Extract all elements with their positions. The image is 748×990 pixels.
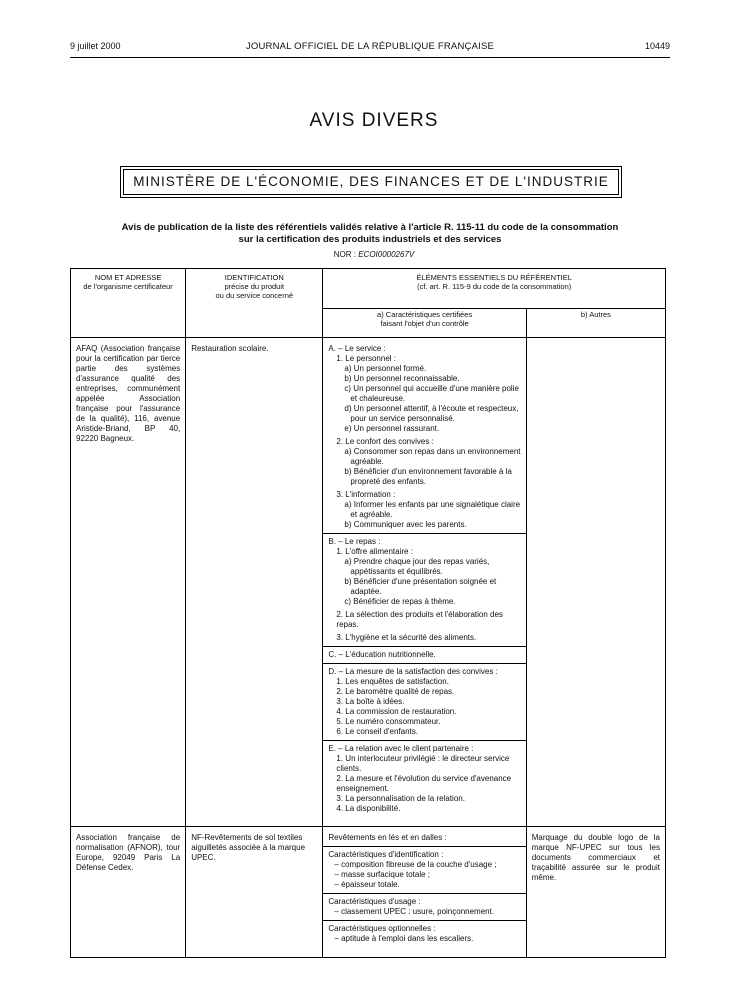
section-title: AVIS DIVERS	[309, 110, 439, 131]
block-separator	[323, 846, 525, 847]
characteristics-block	[328, 667, 520, 737]
characteristic-line: 3. La boîte à idées.	[336, 697, 405, 706]
characteristic-line: – aptitude à l'emploi dans les escaliers.	[334, 934, 474, 943]
referentiels-table	[70, 268, 666, 958]
page-header	[70, 41, 670, 55]
characteristics-block	[328, 744, 520, 814]
characteristic-line: a) Informer les enfants par une signalétique claire et agréable.	[344, 500, 521, 519]
characteristic-line: Caractéristiques optionnelles :	[328, 924, 436, 933]
characteristic-line: e) Un personnel rassurant.	[344, 424, 440, 433]
block-separator	[323, 663, 525, 664]
header-journal: JOURNAL OFFICIEL DE LA RÉPUBLIQUE FRANÇAISE	[245, 41, 495, 52]
characteristic-line: 1. L'offre alimentaire :	[336, 547, 413, 556]
characteristic-line: 1. Les enquêtes de satisfaction.	[336, 677, 449, 686]
characteristics-block	[328, 924, 520, 944]
avis-title	[80, 222, 660, 245]
characteristics-block	[328, 833, 520, 843]
characteristic-line: 1. Un interlocuteur privilégié : le directeur service clients.	[336, 754, 510, 773]
characteristic-line: b) Un personnel reconnaissable.	[344, 374, 460, 383]
product-cell: Restauration scolaire.	[186, 338, 323, 827]
characteristic-line: d) Un personnel attentif, à l'écoute et respecteux, pour un service personnalisé.	[344, 404, 519, 423]
characteristic-line: 2. Le baromètre qualité de repas.	[336, 687, 455, 696]
characteristic-line: – épaisseur totale.	[334, 880, 400, 889]
characteristic-line: 2. La mesure et l'évolution du service d'avenance enseignement.	[336, 774, 512, 793]
characteristics-block	[328, 344, 520, 530]
header-elements: ÉLÉMENTS ESSENTIELS DU RÉFÉRENTIEL (cf. art. R. 115-9 du code de la consommation)	[323, 269, 666, 309]
header-rule	[70, 57, 670, 58]
characteristic-line: 6. Le conseil d'enfants.	[336, 727, 418, 736]
other-cell	[526, 338, 665, 827]
org-cell: Association française de normalisation (AFNOR), tour Europe, 92049 Paris La Défense Cedex.	[71, 827, 186, 958]
characteristic-line: A. – Le service :	[328, 344, 386, 353]
characteristic-line: 2. Le confort des convives :	[336, 437, 434, 446]
table-row	[71, 338, 666, 827]
nor-code: ECOI0000267V	[358, 250, 415, 259]
header-identification: IDENTIFICATION précise du produit ou du service concerné	[186, 269, 323, 338]
characteristic-line: 4. La commission de restauration.	[336, 707, 457, 716]
characteristic-line: c) Bénéficier de repas à thème.	[344, 597, 456, 606]
characteristics-cell	[323, 827, 526, 958]
other-cell: Marquage du double logo de la marque NF-UPEC sur tous les documents commerciaux et traçabilité assurée sur le produit même.	[526, 827, 665, 958]
header-sub-b: b) Autres	[526, 309, 665, 338]
table-row	[71, 827, 666, 958]
avis-title-line1: Avis de publication de la liste des référentiels validés relative à l'article R. 115-11 du code de la consommation	[121, 222, 619, 233]
characteristic-line: 3. La personnalisation de la relation.	[336, 794, 465, 803]
nor-reference	[0, 250, 748, 259]
header-page-number: 10449	[644, 41, 670, 51]
characteristic-line: Caractéristiques d'usage :	[328, 897, 421, 906]
characteristic-line: D. – La mesure de la satisfaction des convives :	[328, 667, 498, 676]
block-separator	[323, 646, 525, 647]
product-cell: NF-Revêtements de sol textiles aiguilletés associée à la marque UPEC.	[186, 827, 323, 958]
block-separator	[323, 920, 525, 921]
characteristic-line: 4. La disponibilité.	[336, 804, 401, 813]
characteristics-block	[328, 537, 520, 643]
org-cell: AFAQ (Association française pour la certification par tierce partie des systèmes d'assurance qualité des entreprises, communément appelée Association française pour l'assurance de la qualité), 116, avenue Aristide-Briand, BP 40, 92220 Bagneux.	[71, 338, 186, 827]
characteristic-line: b) Bénéficier d'une présentation soignée et adaptée.	[344, 577, 497, 596]
characteristic-line: 3. L'hygiène et la sécurité des aliments.	[336, 633, 477, 642]
characteristic-line: 2. La sélection des produits et l'élaboration des repas.	[336, 610, 503, 629]
characteristics-block	[328, 850, 520, 890]
ministry-box: MINISTÈRE DE L'ÉCONOMIE, DES FINANCES ET DE L'INDUSTRIE	[123, 169, 619, 195]
characteristic-line: – classement UPEC : usure, poinçonnement.	[334, 907, 495, 916]
characteristic-line: c) Un personnel qui accueille d'une manière polie et chaleureuse.	[344, 384, 519, 403]
characteristic-line: 3. L'information :	[336, 490, 396, 499]
characteristic-line: a) Prendre chaque jour des repas variés, appétissants et équilibrés.	[344, 557, 490, 576]
characteristic-line: 5. Le numéro consommateur.	[336, 717, 441, 726]
characteristics-block	[328, 650, 520, 660]
characteristic-line: b) Bénéficier d'un environnement favorable à la propreté des enfants.	[344, 467, 512, 486]
characteristics-block	[328, 897, 520, 917]
header-organisme: NOM ET ADRESSE de l'organisme certificateur	[71, 269, 186, 338]
header-sub-a: a) Caractéristiques certifiées faisant l'objet d'un contrôle	[323, 309, 526, 338]
header-date: 9 juillet 2000	[70, 41, 121, 51]
characteristic-line: – composition fibreuse de la couche d'usage ;	[334, 860, 497, 869]
characteristic-line: a) Un personnel formé.	[344, 364, 427, 373]
characteristic-line: b) Communiquer avec les parents.	[344, 520, 467, 529]
avis-title-line2: sur la certification des produits industriels et des services	[238, 233, 502, 245]
characteristic-line: Caractéristiques d'identification :	[328, 850, 444, 859]
block-separator	[323, 893, 525, 894]
characteristic-line: C. – L'éducation nutritionnelle.	[328, 650, 436, 659]
block-separator	[323, 740, 525, 741]
characteristics-cell	[323, 338, 526, 827]
characteristic-line: a) Consommer son repas dans un environnement agréable.	[344, 447, 521, 466]
characteristic-line: B. – Le repas :	[328, 537, 381, 546]
characteristic-line: E. – La relation avec le client partenaire :	[328, 744, 474, 753]
characteristic-line: – masse surfacique totale ;	[334, 870, 431, 879]
characteristic-line: 1. Le personnel :	[336, 354, 397, 363]
characteristic-line: Revêtements en lés et en dalles :	[328, 833, 447, 842]
nor-label: NOR :	[333, 250, 356, 259]
block-separator	[323, 533, 525, 534]
